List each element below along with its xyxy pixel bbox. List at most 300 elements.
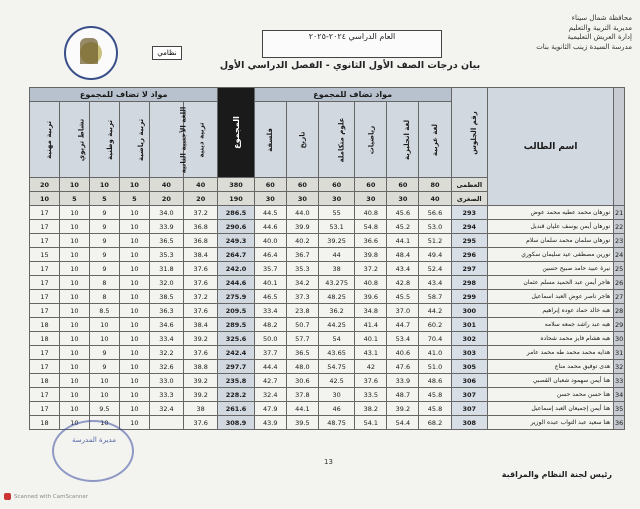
max-cell: 20 (30, 178, 60, 192)
grade-cell: 31.8 (149, 262, 183, 276)
grade-cell: 30.6 (286, 374, 318, 388)
student-row (30, 304, 625, 318)
grade-cell: 42.8 (387, 276, 419, 290)
grade-cell: 47.9 (254, 402, 286, 416)
grade-cell: 10 (59, 248, 89, 262)
grade-cell: 9 (89, 234, 119, 248)
grade-cell: 53.1 (318, 220, 354, 234)
grades-table (29, 87, 625, 430)
grade-cell: 48.4 (387, 248, 419, 262)
seat-number-cell: 294 (451, 220, 487, 234)
grade-cell: 10 (59, 332, 89, 346)
grade-cell: 45.5 (387, 290, 419, 304)
grade-cell: 34.2 (286, 276, 318, 290)
student-row (30, 262, 625, 276)
total-cell: 242.0 (218, 262, 254, 276)
grade-cell: 10 (59, 276, 89, 290)
max-cell: 40 (149, 178, 183, 192)
grade-cell: 37.0 (387, 304, 419, 318)
max-cell: 60 (286, 178, 318, 192)
grade-cell: 10 (119, 304, 149, 318)
grade-cell: 40.6 (387, 346, 419, 360)
grade-cell: 37.7 (254, 346, 286, 360)
seat-number-cell: 301 (451, 318, 487, 332)
row-index-cell: 23 (614, 234, 625, 248)
grade-cell: 17 (30, 206, 60, 220)
grade-cell: 51.2 (419, 234, 451, 248)
grade-cell: 10 (59, 318, 89, 332)
grade-cell: 9.5 (89, 402, 119, 416)
grade-cell: 44.0 (286, 206, 318, 220)
student-row (30, 318, 625, 332)
grade-cell: 10 (119, 374, 149, 388)
row-index-cell: 36 (614, 416, 625, 430)
scanner-watermark (4, 493, 88, 500)
grade-cell: 37.6 (184, 276, 218, 290)
grade-cell: 10 (119, 318, 149, 332)
grade-cell: 39.25 (318, 234, 354, 248)
grade-cell (149, 416, 183, 430)
grade-cell: 40.2 (286, 234, 318, 248)
grade-cell: 9 (89, 346, 119, 360)
grade-cell: 17 (30, 290, 60, 304)
max-cell: 60 (254, 178, 286, 192)
grade-cell: 36.6 (355, 234, 387, 248)
student-name-cell: هنا سعيد عبد التواب عبده الوزير (487, 416, 613, 430)
grade-cell: 37.6 (184, 416, 218, 430)
grade-cell: 53.4 (387, 332, 419, 346)
total-cell: 297.7 (218, 360, 254, 374)
seat-number-cell: 307 (451, 402, 487, 416)
total-cell: 286.5 (218, 206, 254, 220)
grade-cell: 38 (184, 402, 218, 416)
student-name-cell: نورهان محمد عطيه محمد عوض (487, 206, 613, 220)
student-row (30, 332, 625, 346)
grade-cell: 42 (355, 360, 387, 374)
grade-cell: 33.3 (149, 388, 183, 402)
grade-cell: 33.4 (254, 304, 286, 318)
grade-cell: 10 (59, 262, 89, 276)
grade-cell: 17 (30, 346, 60, 360)
academic-year: العام الدراسي ٢٠٢٤-٢٠٢٥ (308, 32, 396, 41)
org-line-2: مديرية التربية والتعليم (568, 23, 632, 32)
seat-number-cell: 298 (451, 276, 487, 290)
col-religious-education: تربية دينية (184, 102, 218, 178)
grade-cell: 37.2 (355, 262, 387, 276)
student-name-cell: نيرة عبيد حامد صبيح حسين (487, 262, 613, 276)
grade-cell: 10 (59, 388, 89, 402)
col-educational-activity: نشاط تربوي (59, 102, 89, 178)
grade-cell: 36.5 (286, 346, 318, 360)
total-cell: 249.3 (218, 234, 254, 248)
seat-number-cell: 305 (451, 360, 487, 374)
committee-signature-label: رئيس لجنة النظام والمراقبة (501, 470, 612, 479)
grade-cell: 10 (119, 262, 149, 276)
grade-cell: 37.6 (184, 262, 218, 276)
grade-cell: 48.0 (286, 360, 318, 374)
seat-number-cell: 293 (451, 206, 487, 220)
sheet-title: بيان درجات الصف الأول الثانوي - الفصل الدراسي الأول (219, 60, 481, 71)
grade-cell: 38.4 (184, 248, 218, 262)
grade-cell: 50.7 (286, 318, 318, 332)
col-integrated-science: علوم متكاملة (318, 102, 354, 178)
col-english: لغة انجليزية (387, 102, 419, 178)
grade-cell: 42.7 (254, 374, 286, 388)
school-stamp (52, 420, 134, 482)
grade-cell: 36.3 (149, 304, 183, 318)
grade-cell: 23.8 (286, 304, 318, 318)
grade-cell: 33.9 (149, 220, 183, 234)
student-name-header: اسم الطالب (487, 88, 613, 206)
grade-cell: 17 (30, 234, 60, 248)
grade-cell: 15 (30, 248, 60, 262)
grade-cell: 10 (59, 220, 89, 234)
grade-cell: 9 (89, 248, 119, 262)
grade-cell: 10 (119, 276, 149, 290)
grade-cell: 34.6 (149, 318, 183, 332)
grade-cell: 43.1 (355, 346, 387, 360)
grade-cell: 10 (89, 388, 119, 402)
grade-cell: 52.4 (419, 262, 451, 276)
grade-cell: 45.2 (387, 220, 419, 234)
page-number: 13 (324, 458, 333, 466)
row-index-cell: 25 (614, 262, 625, 276)
grade-cell: 44.1 (286, 402, 318, 416)
grade-cell: 32.4 (149, 402, 183, 416)
grade-cell: 33.4 (149, 332, 183, 346)
grade-cell: 17 (30, 262, 60, 276)
org-line-3: إدارة العريش التعليمية (567, 33, 632, 41)
row-index-cell: 32 (614, 360, 625, 374)
org-line-1: محافظة شمال سيناء (571, 14, 632, 22)
grade-cell: 10 (119, 388, 149, 402)
grade-cell: 54.1 (355, 416, 387, 430)
grade-cell: 37.6 (184, 304, 218, 318)
grade-cell: 36.5 (149, 234, 183, 248)
grade-cell: 60.2 (419, 318, 451, 332)
grade-cell: 54.75 (318, 360, 354, 374)
grade-cell: 57.7 (286, 332, 318, 346)
grade-cell: 37.3 (286, 290, 318, 304)
grade-cell: 17 (30, 388, 60, 402)
grade-cell: 17 (30, 304, 60, 318)
row-index-cell: 27 (614, 290, 625, 304)
seat-number-cell: 302 (451, 332, 487, 346)
grade-cell: 33.5 (355, 388, 387, 402)
max-cell: 40 (184, 178, 218, 192)
min-cell: 20 (149, 192, 183, 206)
student-name-cell: هنا حسن محمد حسن (487, 388, 613, 402)
grade-cell: 43.65 (318, 346, 354, 360)
grade-cell: 56.6 (419, 206, 451, 220)
grade-cell: 10 (59, 374, 89, 388)
grade-cell: 49.4 (419, 248, 451, 262)
grade-cell: 10 (119, 248, 149, 262)
col-national-education: تربية وطنية (89, 102, 119, 178)
min-label: الصغرى (451, 192, 487, 206)
total-cell: 290.6 (218, 220, 254, 234)
grade-cell: 50.0 (254, 332, 286, 346)
grade-cell: 37.8 (286, 388, 318, 402)
total-cell: 325.6 (218, 332, 254, 346)
grade-cell: 44.25 (318, 318, 354, 332)
max-cell: 10 (59, 178, 89, 192)
grade-cell: 10 (119, 360, 149, 374)
grade-cell: 39.2 (184, 388, 218, 402)
school-logo (64, 26, 118, 80)
grade-cell: 38.8 (184, 360, 218, 374)
min-cell: 20 (184, 192, 218, 206)
grade-cell: 39.2 (184, 374, 218, 388)
seat-number-cell: 299 (451, 290, 487, 304)
grade-cell: 38 (318, 262, 354, 276)
student-name-cell: هبه خالد حماد عوده إبراهيم (487, 304, 613, 318)
total-cell: 209.5 (218, 304, 254, 318)
grade-cell: 36.8 (184, 220, 218, 234)
max-cell: 60 (355, 178, 387, 192)
grade-cell: 45.8 (419, 402, 451, 416)
academic-year-box (262, 30, 442, 58)
grade-cell: 38.4 (184, 318, 218, 332)
grade-cell: 10 (89, 374, 119, 388)
col-arabic: لغة عربية (419, 102, 451, 178)
grade-cell: 10 (59, 206, 89, 220)
grade-cell: 39.9 (286, 220, 318, 234)
grade-cell: 47.6 (387, 360, 419, 374)
grade-cell: 45.6 (387, 206, 419, 220)
grade-cell: 8.5 (89, 304, 119, 318)
row-index-cell: 29 (614, 318, 625, 332)
student-name-cell: هاجر أيمن عبد الحميد مسلم عثمان (487, 276, 613, 290)
grade-cell: 46 (318, 402, 354, 416)
grade-cell: 35.7 (254, 262, 286, 276)
grade-cell: 44 (318, 248, 354, 262)
student-row (30, 402, 625, 416)
grade-cell: 10 (119, 346, 149, 360)
grade-cell: 9 (89, 262, 119, 276)
total-cell: 308.9 (218, 416, 254, 430)
grade-cell: 48.25 (318, 290, 354, 304)
grade-cell: 9 (89, 220, 119, 234)
max-cell: 60 (387, 178, 419, 192)
row-index-cell: 26 (614, 276, 625, 290)
camscanner-icon (4, 493, 11, 500)
min-cell: 30 (318, 192, 354, 206)
grade-cell: 33.9 (387, 374, 419, 388)
grade-cell: 9 (89, 360, 119, 374)
grade-cell: 48.7 (387, 388, 419, 402)
student-row (30, 346, 625, 360)
max-label: العظمى (451, 178, 487, 192)
col-philosophy: فلسفة (254, 102, 286, 178)
grade-cell: 37.2 (184, 290, 218, 304)
grade-cell: 18 (30, 318, 60, 332)
total-column-header: المجموع (218, 88, 254, 178)
min-cell: 30 (387, 192, 419, 206)
grade-cell: 18 (30, 332, 60, 346)
seat-number-cell: 296 (451, 248, 487, 262)
grade-cell: 39.2 (387, 402, 419, 416)
scanner-text: Scanned with CamScanner (14, 494, 88, 500)
row-index-cell: 31 (614, 346, 625, 360)
grade-cell: 54.8 (355, 220, 387, 234)
grade-cell: 48.75 (318, 416, 354, 430)
col-history: تاريخ (286, 102, 318, 178)
grade-cell: 58.7 (419, 290, 451, 304)
grade-cell: 40.1 (355, 332, 387, 346)
organization-header (482, 14, 632, 52)
grade-cell: 55 (318, 206, 354, 220)
student-name-cell: نورهان أيمن يوسف عليان قنديل (487, 220, 613, 234)
grade-cell: 54.4 (387, 416, 419, 430)
total-cell: 228.2 (218, 388, 254, 402)
total-cell: 242.4 (218, 346, 254, 360)
grade-cell: 44.6 (254, 220, 286, 234)
grade-cell: 10 (119, 206, 149, 220)
max-cell: 80 (419, 178, 451, 192)
student-row (30, 206, 625, 220)
total-cell: 235.8 (218, 374, 254, 388)
seat-number-cell: 300 (451, 304, 487, 318)
col-physical-education: تربية رياضية (119, 102, 149, 178)
total-cell: 289.5 (218, 318, 254, 332)
grade-cell: 10 (59, 234, 89, 248)
total-cell: 244.6 (218, 276, 254, 290)
total-cell: 261.6 (218, 402, 254, 416)
stamp-label: مديرة المدرسة (72, 436, 116, 444)
grade-cell: 43.4 (387, 262, 419, 276)
grade-cell: 40.8 (355, 206, 387, 220)
student-row (30, 234, 625, 248)
row-index-cell: 22 (614, 220, 625, 234)
student-name-cell: هدى توفيق محمد مناع (487, 360, 613, 374)
grade-cell: 46.5 (254, 290, 286, 304)
grade-cell: 53.0 (419, 220, 451, 234)
student-name-cell: نورهان سلمان محمد سلمان سلام (487, 234, 613, 248)
grade-cell: 18 (30, 374, 60, 388)
seat-number-cell: 307 (451, 388, 487, 402)
grade-cell: 34.0 (149, 206, 183, 220)
student-row (30, 276, 625, 290)
grade-cell: 51.0 (419, 360, 451, 374)
grade-cell: 37.6 (355, 374, 387, 388)
seat-number-cell: 303 (451, 346, 487, 360)
grade-cell: 36.8 (184, 234, 218, 248)
student-name-cell: هبه هشام فايز محمد شحاده (487, 332, 613, 346)
grade-cell: 48.6 (419, 374, 451, 388)
student-name-cell: هنا أيمن إجميعان العبد إسماعيل (487, 402, 613, 416)
grade-cell: 54 (318, 332, 354, 346)
grade-cell: 44.7 (387, 318, 419, 332)
grade-cell: 39.5 (286, 416, 318, 430)
grade-cell: 32.0 (149, 276, 183, 290)
grade-cell: 10 (119, 402, 149, 416)
min-cell: 30 (254, 192, 286, 206)
grade-cell: 44.4 (254, 360, 286, 374)
total-cell: 275.9 (218, 290, 254, 304)
edge-column (614, 88, 625, 206)
grade-cell: 37.6 (184, 346, 218, 360)
max-cell: 60 (318, 178, 354, 192)
grade-cell: 44.2 (419, 304, 451, 318)
student-name-cell: نورين مصطفى عيد سليمان سكوري (487, 248, 613, 262)
grade-cell: 48.2 (254, 318, 286, 332)
grade-cell: 10 (89, 332, 119, 346)
grade-cell: 10 (59, 304, 89, 318)
grade-cell: 8 (89, 290, 119, 304)
grade-cell: 10 (59, 346, 89, 360)
org-line-4: مدرسة السيدة زينب الثانوية بنات (536, 42, 632, 51)
seat-number-cell: 308 (451, 416, 487, 430)
grade-cell: 43.275 (318, 276, 354, 290)
grade-cell: 9 (89, 206, 119, 220)
grade-cell: 46.4 (254, 248, 286, 262)
group-not-added-header: مواد لا تضاف للمجموع (30, 88, 218, 102)
grade-cell: 8 (89, 276, 119, 290)
min-cell: 30 (286, 192, 318, 206)
grade-cell: 10 (59, 402, 89, 416)
grade-cell: 43.4 (419, 276, 451, 290)
grade-cell: 33.0 (149, 374, 183, 388)
student-row (30, 290, 625, 304)
grade-cell: 44.1 (387, 234, 419, 248)
grade-cell: 10 (119, 290, 149, 304)
grade-cell: 37.2 (184, 206, 218, 220)
grade-cell: 17 (30, 276, 60, 290)
grade-cell: 38.2 (355, 402, 387, 416)
row-index-cell: 24 (614, 248, 625, 262)
student-name-cell: هدايه محمد محمد طه محمد عامر (487, 346, 613, 360)
grade-cell: 40.0 (254, 234, 286, 248)
grade-cell: 17 (30, 360, 60, 374)
seat-number-cell: 295 (451, 234, 487, 248)
grade-cell: 34.8 (355, 304, 387, 318)
grade-cell: 70.4 (419, 332, 451, 346)
grade-cell: 17 (30, 220, 60, 234)
min-cell: 40 (419, 192, 451, 206)
grade-cell: 40.8 (355, 276, 387, 290)
grade-cell: 36.2 (318, 304, 354, 318)
seat-number-cell: 306 (451, 374, 487, 388)
grade-cell: 10 (89, 416, 119, 430)
grade-cell: 18 (30, 416, 60, 430)
grade-cell: 41.4 (355, 318, 387, 332)
grade-cell: 68.2 (419, 416, 451, 430)
row-index-cell: 33 (614, 374, 625, 388)
max-cell: 10 (119, 178, 149, 192)
grade-cell: 40.1 (254, 276, 286, 290)
grade-cell: 10 (89, 318, 119, 332)
row-index-cell: 30 (614, 332, 625, 346)
grade-cell: 10 (119, 234, 149, 248)
student-name-cell: هاجر ناصر عوض العبد اسماعيل (487, 290, 613, 304)
seat-number-header: رقم الجلوس (451, 88, 487, 178)
grade-cell: 35.3 (149, 248, 183, 262)
grade-cell: 10 (59, 416, 89, 430)
grade-cell: 17 (30, 402, 60, 416)
min-cell: 5 (89, 192, 119, 206)
min-cell: 30 (355, 192, 387, 206)
grade-cell: 44.5 (254, 206, 286, 220)
max-cell: 10 (89, 178, 119, 192)
col-mathematics: رياضيات (355, 102, 387, 178)
grade-cell: 39.2 (184, 332, 218, 346)
grade-cell: 10 (119, 416, 149, 430)
student-row (30, 248, 625, 262)
grade-cell: 39.6 (355, 290, 387, 304)
grade-cell: 38.5 (149, 290, 183, 304)
student-name-cell: هبه عبد راشد جمعه سلامه (487, 318, 613, 332)
